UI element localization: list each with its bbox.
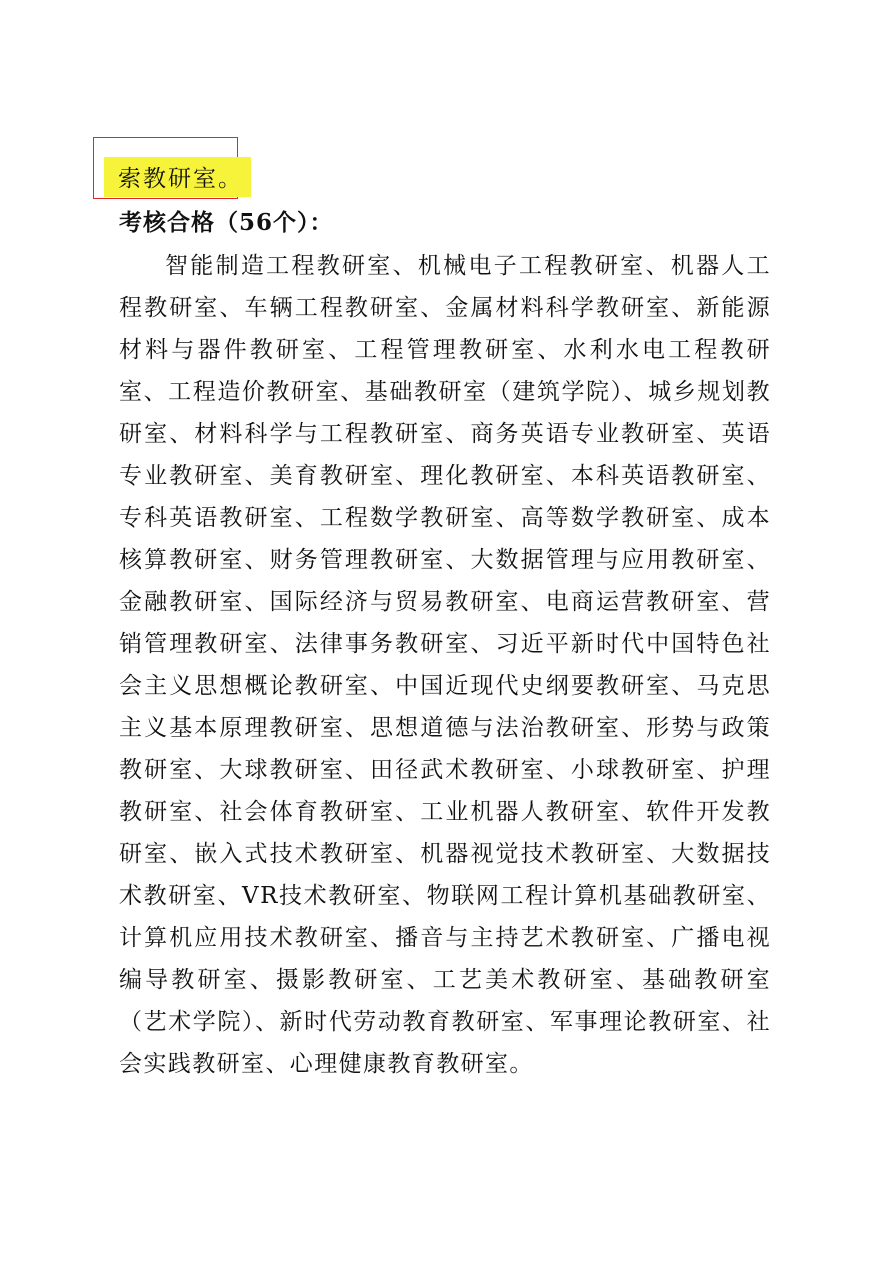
highlighted-text: 索教研室。 (104, 157, 251, 197)
section-body-paragraph: 智能制造工程教研室、机械电子工程教研室、机器人工程教研室、车辆工程教研室、金属材料科学教研室、新能源材料与器件教研室、工程管理教研室、水利水电工程教研室、工程造价教研室、基础教研室（建筑学院）、城乡规划教研室、材料科学与工程教研室、商务英语专业教研室、英语专业教研室、美育教研室、理化教研室、本科英语教研室、专科英语教研室、工程数学教研室、高等数学教研室、成本核算教研室、财务管理教研室、大数据管理与应用教研室、金融教研室、国际经济与贸易教研室、电商运营教研室、营销管理教研室、法律事务教研室、习近平新时代中国特色社会主义思想概论教研室、中国近现代史纲要教研室、马克思主义基本原理教研室、思想道德与法治教研室、形势与政策教研室、大球教研室、田径武术教研室、小球教研室、护理教研室、社会体育教研室、工业机器人教研室、软件开发教研室、嵌入式技术教研室、机器视觉技术教研室、大数据技术教研室、VR技术教研室、物联网工程计算机基础教研室、计算机应用技术教研室、播音与主持艺术教研室、广播电视编导教研室、摄影教研室、工艺美术教研室、基础教研室（艺术学院）、新时代劳动教育教研室、军事理论教研室、社会实践教研室、心理健康教育教研室。 (119, 253, 771, 1077)
section-heading: 考核合格（56个）： (119, 209, 334, 236)
